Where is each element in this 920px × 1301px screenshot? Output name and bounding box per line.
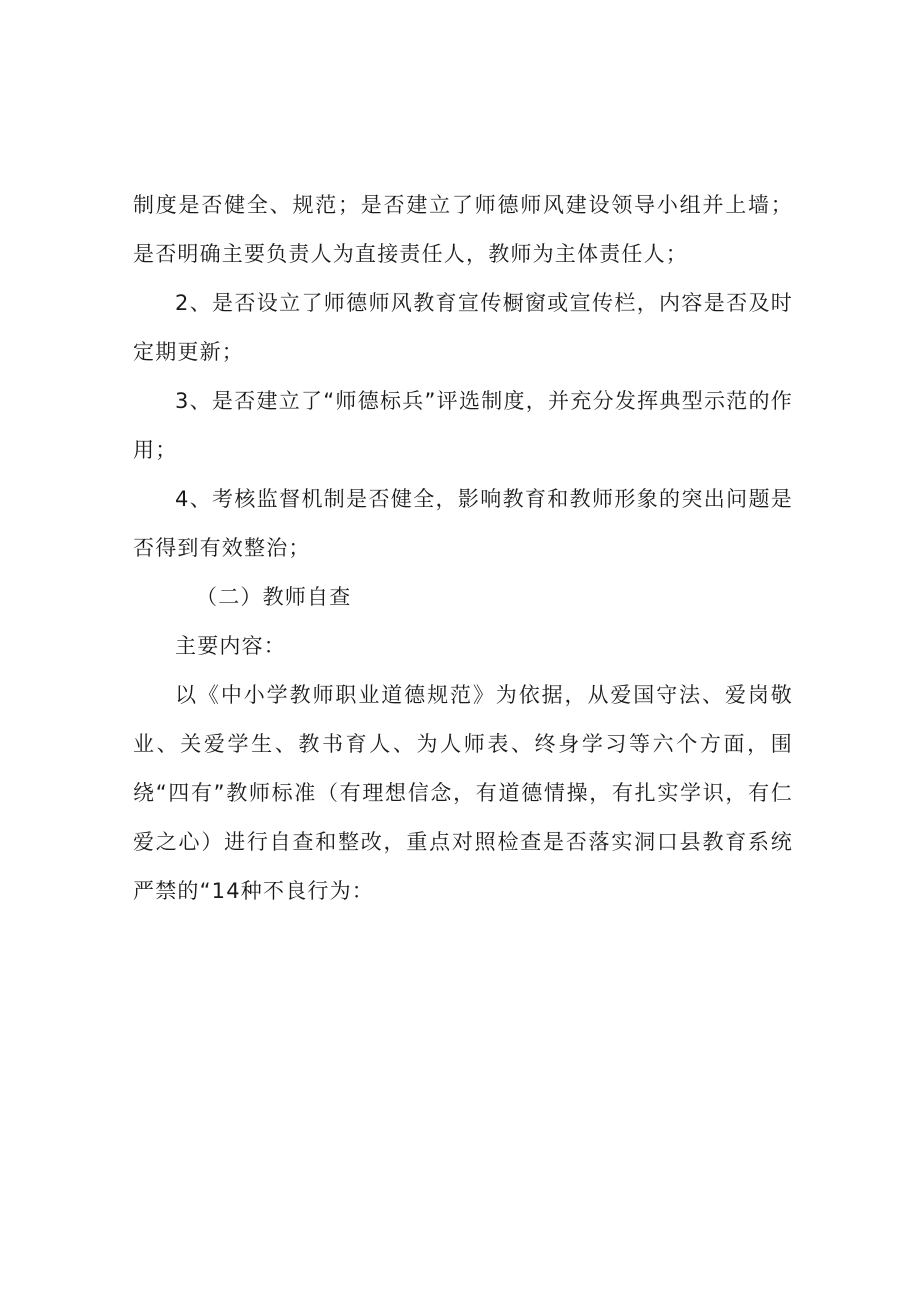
section-heading-teacher-self-check: （二）教师自查 (196, 585, 352, 609)
paragraph-system-check: 制度是否健全、规范；是否建立了师德师风建设领导小组并上墙；是否明确主要负责人为直接责任人，教师为主体责任人； (133, 193, 793, 266)
paragraph-main-content-body: 以《中小学教师职业道德规范》为依据，从爱国守法、爱岗敬业、关爱学生、教书育人、为人师表、终身学习等六个方面，围绕“四有”教师标准（有理想信念，有道德情操，有扎实学识，有仁爱之心）进行自查和整改，重点对照检查是否落实洞口县教育系统严禁的“14种不良行为： (133, 683, 793, 903)
paragraph-item-4: 4、考核监督机制是否健全，影响教育和教师形象的突出问题是否得到有效整治； (133, 487, 793, 560)
paragraph-main-content-label: 主要内容： (175, 634, 286, 658)
paragraph-item-3: 3、是否建立了“师德标兵”评选制度，并充分发挥典型示范的作用； (133, 389, 793, 462)
document-body (133, 181, 793, 916)
paragraph-item-2: 2、是否设立了师德师风教育宣传橱窗或宣传栏，内容是否及时定期更新； (133, 291, 793, 364)
